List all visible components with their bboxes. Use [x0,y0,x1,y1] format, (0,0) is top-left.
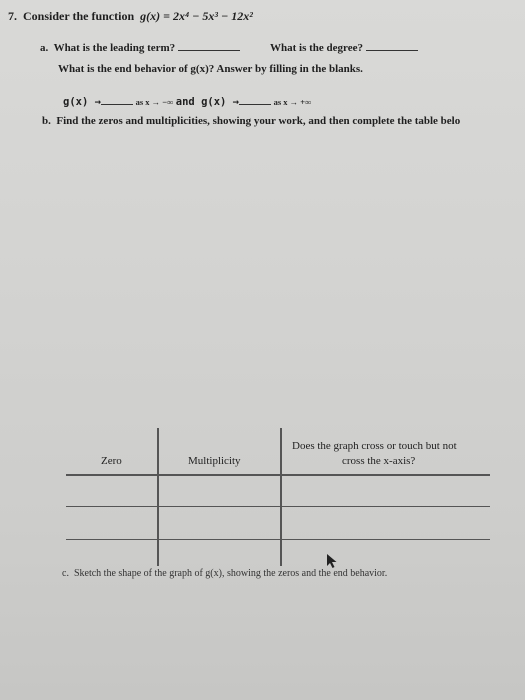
header-cross-touch-2: cross the x-axis? [342,455,416,467]
degree-blank[interactable] [366,41,418,51]
and-g-of-x: and g(x) → [175,96,239,108]
end-behavior-blank-1[interactable] [101,95,133,105]
end-behavior-line [63,95,311,108]
cross-touch-cell-2[interactable] [282,508,490,538]
leading-term-blank[interactable] [178,41,240,51]
zero-cell-2[interactable] [66,508,156,538]
condition-2: as x → +∞ [273,97,312,107]
mouse-pointer-icon [325,553,339,569]
end-behavior-question: What is the end behavior of g(x)? Answer by filling in the blanks. [58,63,363,75]
question-number: 7. [8,9,17,23]
degree-question: What is the degree? [270,42,363,54]
part-b-letter: b. [42,115,51,127]
question-intro: Consider the function [23,9,135,23]
zero-cell-1[interactable] [66,476,156,505]
part-c-text: Sketch the shape of the graph of g(x), showing the zeros and the end behavior. [73,568,388,579]
header-cross-touch-1: Does the graph cross or touch but not [292,440,457,452]
leading-term-question: What is the leading term? [53,42,176,54]
condition-1: as x → −∞ [135,97,174,107]
part-a-letter: a. [40,42,49,54]
multiplicity-cell-2[interactable] [159,508,279,538]
part-b-line [42,115,460,127]
function-expression: g(x) = 2x⁴ − 5x³ − 12x² [140,9,253,23]
header-zero: Zero [101,455,122,467]
multiplicity-cell-1[interactable] [159,476,279,505]
part-a-line-1 [40,41,240,54]
table-row-rule-2 [66,539,490,540]
g-of-x-1: g(x) → [63,96,101,108]
header-multiplicity: Multiplicity [188,455,241,467]
cross-touch-cell-1[interactable] [282,476,490,505]
part-c-line [62,568,387,579]
question-header [8,9,253,24]
end-behavior-blank-2[interactable] [239,95,271,105]
degree-question-line [270,41,418,54]
table-row-rule-1 [66,506,490,507]
part-b-text: Find the zeros and multiplicities, showing your work, and then complete the table belo [56,115,461,127]
part-c-letter: c. [62,568,69,579]
